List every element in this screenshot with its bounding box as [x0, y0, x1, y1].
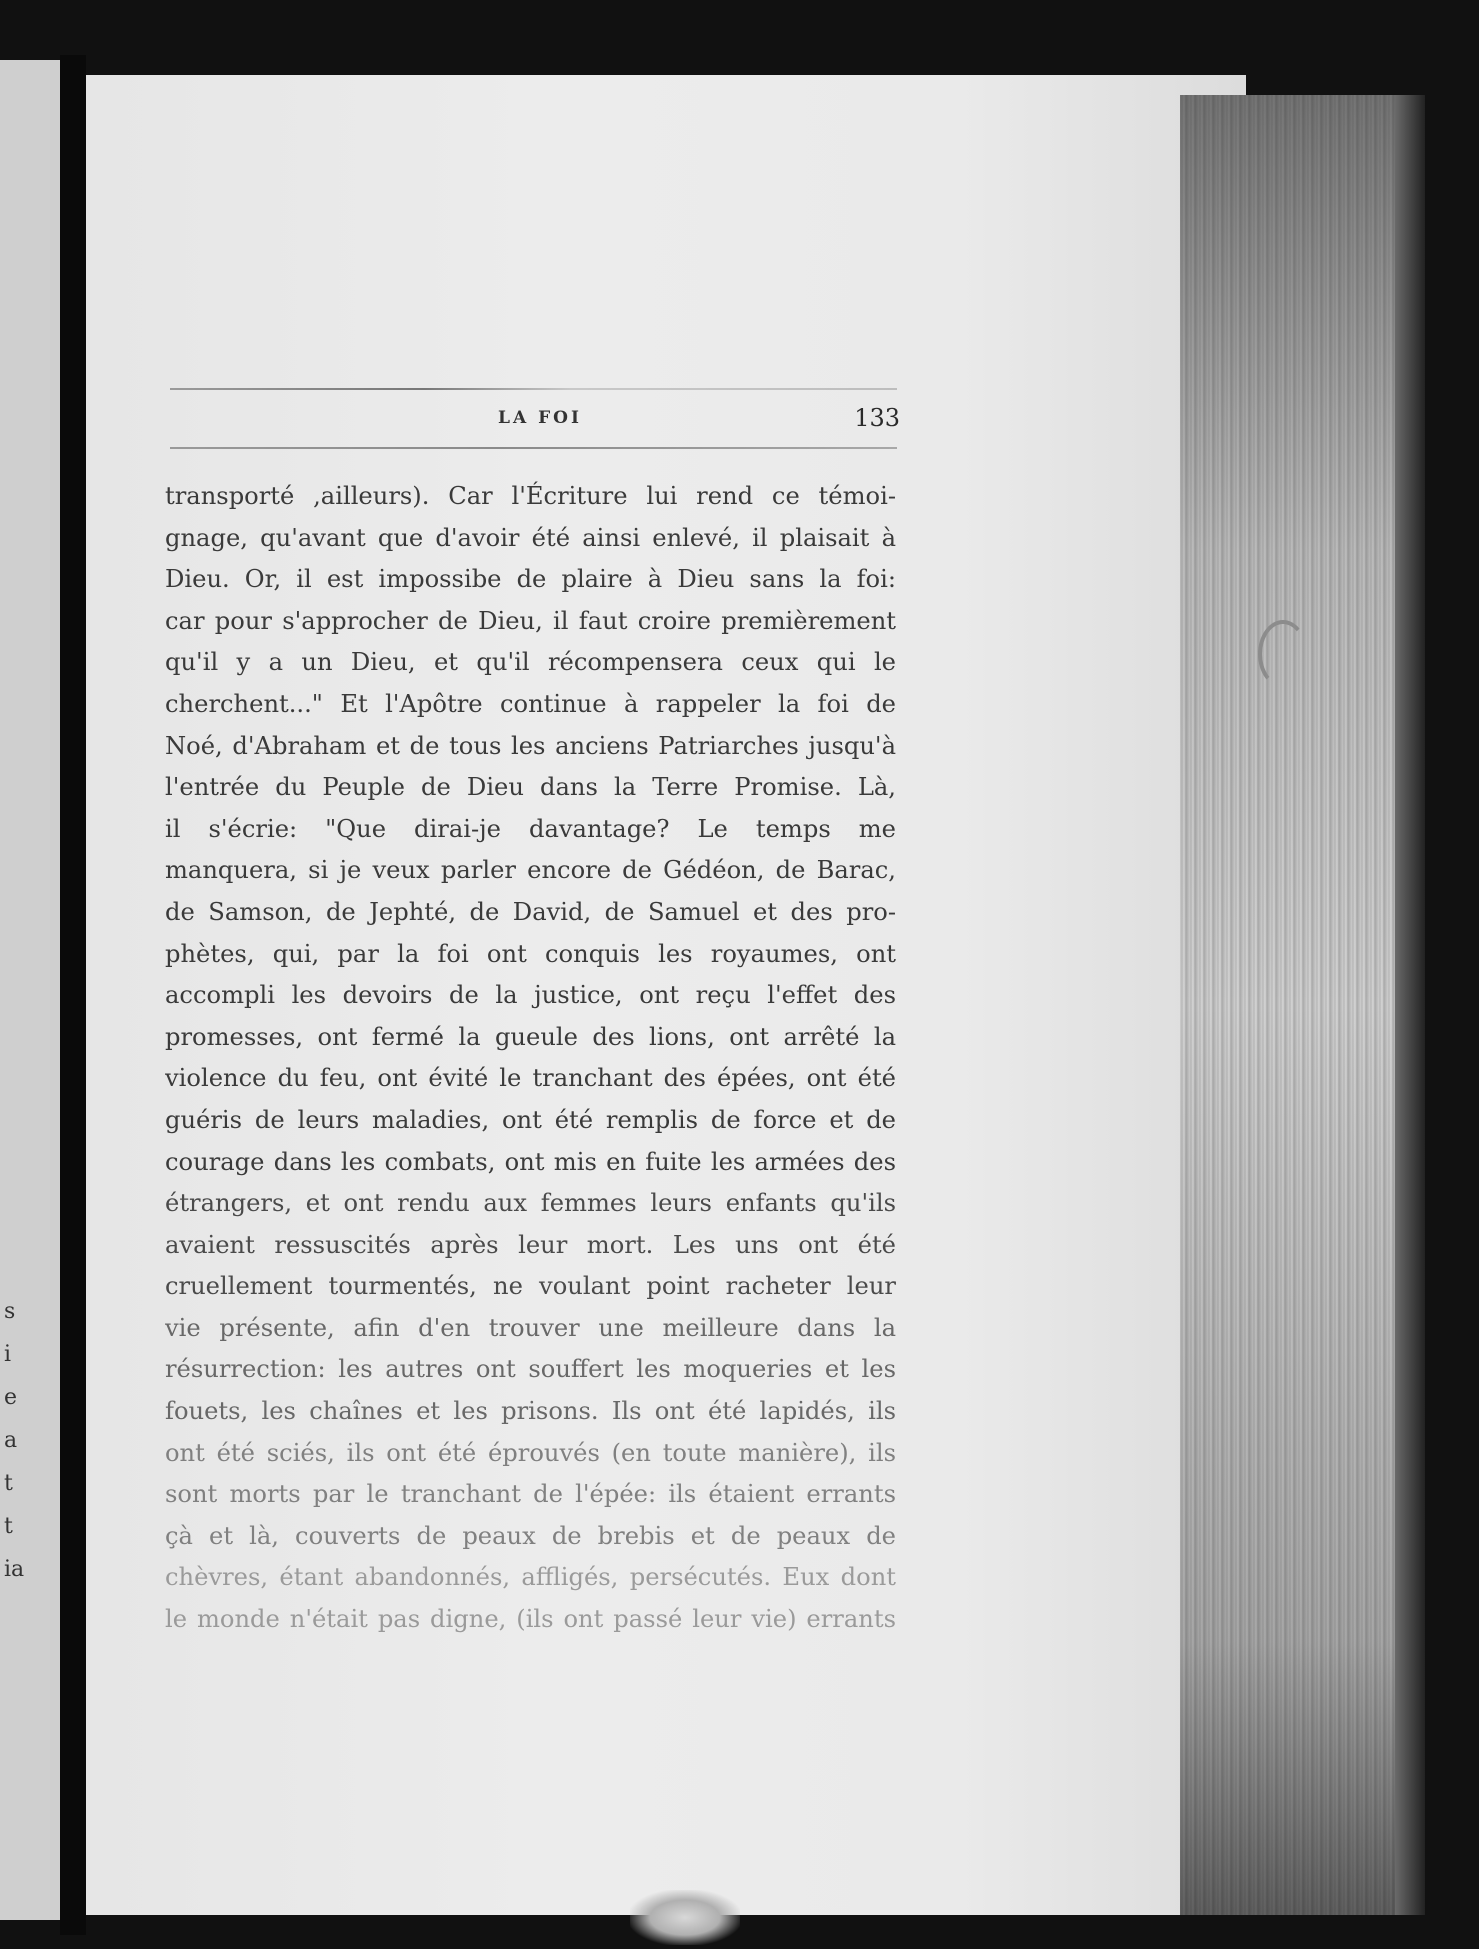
text-line: accompli les devoirs de la justice, ont reçu l'effet des — [165, 981, 896, 1010]
left-page-edge — [0, 60, 60, 1920]
body-text — [165, 476, 896, 1641]
text-line: phètes, qui, par la foi ont conquis les royaumes, ont — [165, 939, 896, 968]
text-line: étrangers, et ont rendu aux femmes leurs enfants qu'ils — [165, 1189, 896, 1218]
left-page-fragment: t — [4, 1471, 13, 1496]
text-line: car pour s'approcher de Dieu, il faut croire premièrement — [165, 606, 896, 635]
text-line: gnage, qu'avant que d'avoir été ainsi enlevé, il plaisait à — [165, 523, 896, 552]
text-line: promesses, ont fermé la gueule des lions, ont arrêté la — [165, 1022, 896, 1051]
left-page-fragment: i — [4, 1342, 12, 1367]
text-line: vie présente, afin d'en trouver une meilleure dans la — [165, 1313, 896, 1342]
left-page-fragment: t — [4, 1514, 13, 1539]
text-line: çà et là, couverts de peaux de brebis et de peaux de — [165, 1521, 896, 1550]
text-line: violence du feu, ont évité le tranchant des épées, ont été — [165, 1064, 896, 1093]
text-line: l'entrée du Peuple de Dieu dans la Terre Promise. Là, — [165, 773, 896, 802]
running-head-title: LA FOI — [498, 408, 582, 428]
text-line: résurrection: les autres ont souffert les moqueries et les — [165, 1355, 896, 1384]
left-page-fragment: s — [4, 1299, 16, 1324]
text-line: ont été sciés, ils ont été éprouvés (en toute manière), ils — [165, 1438, 896, 1467]
text-line: transporté ,ailleurs). Car l'Écriture lui rend ce témoi- — [165, 482, 896, 510]
left-page-fragment: a — [4, 1428, 18, 1453]
page-number: 133 — [854, 404, 900, 432]
text-line: chèvres, étant abandonnés, affligés, persécutés. Eux dont — [165, 1563, 896, 1592]
left-page-fragment: ia — [4, 1557, 25, 1582]
book-edge-shadow — [1395, 95, 1425, 1915]
text-line: courage dans les combats, ont mis en fuite les armées des — [165, 1147, 896, 1176]
text-line: qu'il y a un Dieu, et qu'il récompensera ceux qui le — [165, 648, 896, 677]
text-line: cruellement tourmentés, ne voulant point racheter leur — [165, 1272, 896, 1301]
page-tear — [630, 1890, 740, 1945]
text-line: cherchent..." Et l'Apôtre continue à rappeler la foi de — [165, 689, 896, 718]
text-line: manquera, si je veux parler encore de Gédéon, de Barac, — [165, 856, 896, 885]
text-line: le monde n'était pas digne, (ils ont passé leur vie) errants — [165, 1605, 896, 1634]
text-line: guéris de leurs maladies, ont été remplis de force et de — [165, 1105, 896, 1134]
text-line: il s'écrie: "Que dirai-je davantage? Le temps me — [165, 814, 896, 843]
text-line: fouets, les chaînes et les prisons. Ils ont été lapidés, ils — [165, 1397, 896, 1426]
page-block-edges — [1180, 95, 1415, 1915]
binding-mark — [1258, 620, 1308, 688]
text-line: avaient ressuscités après leur mort. Les uns ont été — [165, 1230, 896, 1259]
text-line: de Samson, de Jephté, de David, de Samuel et des pro- — [165, 897, 896, 926]
header-top-rule — [170, 388, 897, 390]
text-line: sont morts par le tranchant de l'épée: ils étaient errants — [165, 1480, 896, 1509]
left-page-fragment: e — [4, 1385, 18, 1410]
header-bottom-rule — [170, 447, 897, 449]
text-line: Noé, d'Abraham et de tous les anciens Patriarches jusqu'à — [165, 731, 896, 760]
book-gutter — [60, 55, 86, 1935]
text-line: Dieu. Or, il est impossibe de plaire à Dieu sans la foi: — [165, 565, 896, 594]
